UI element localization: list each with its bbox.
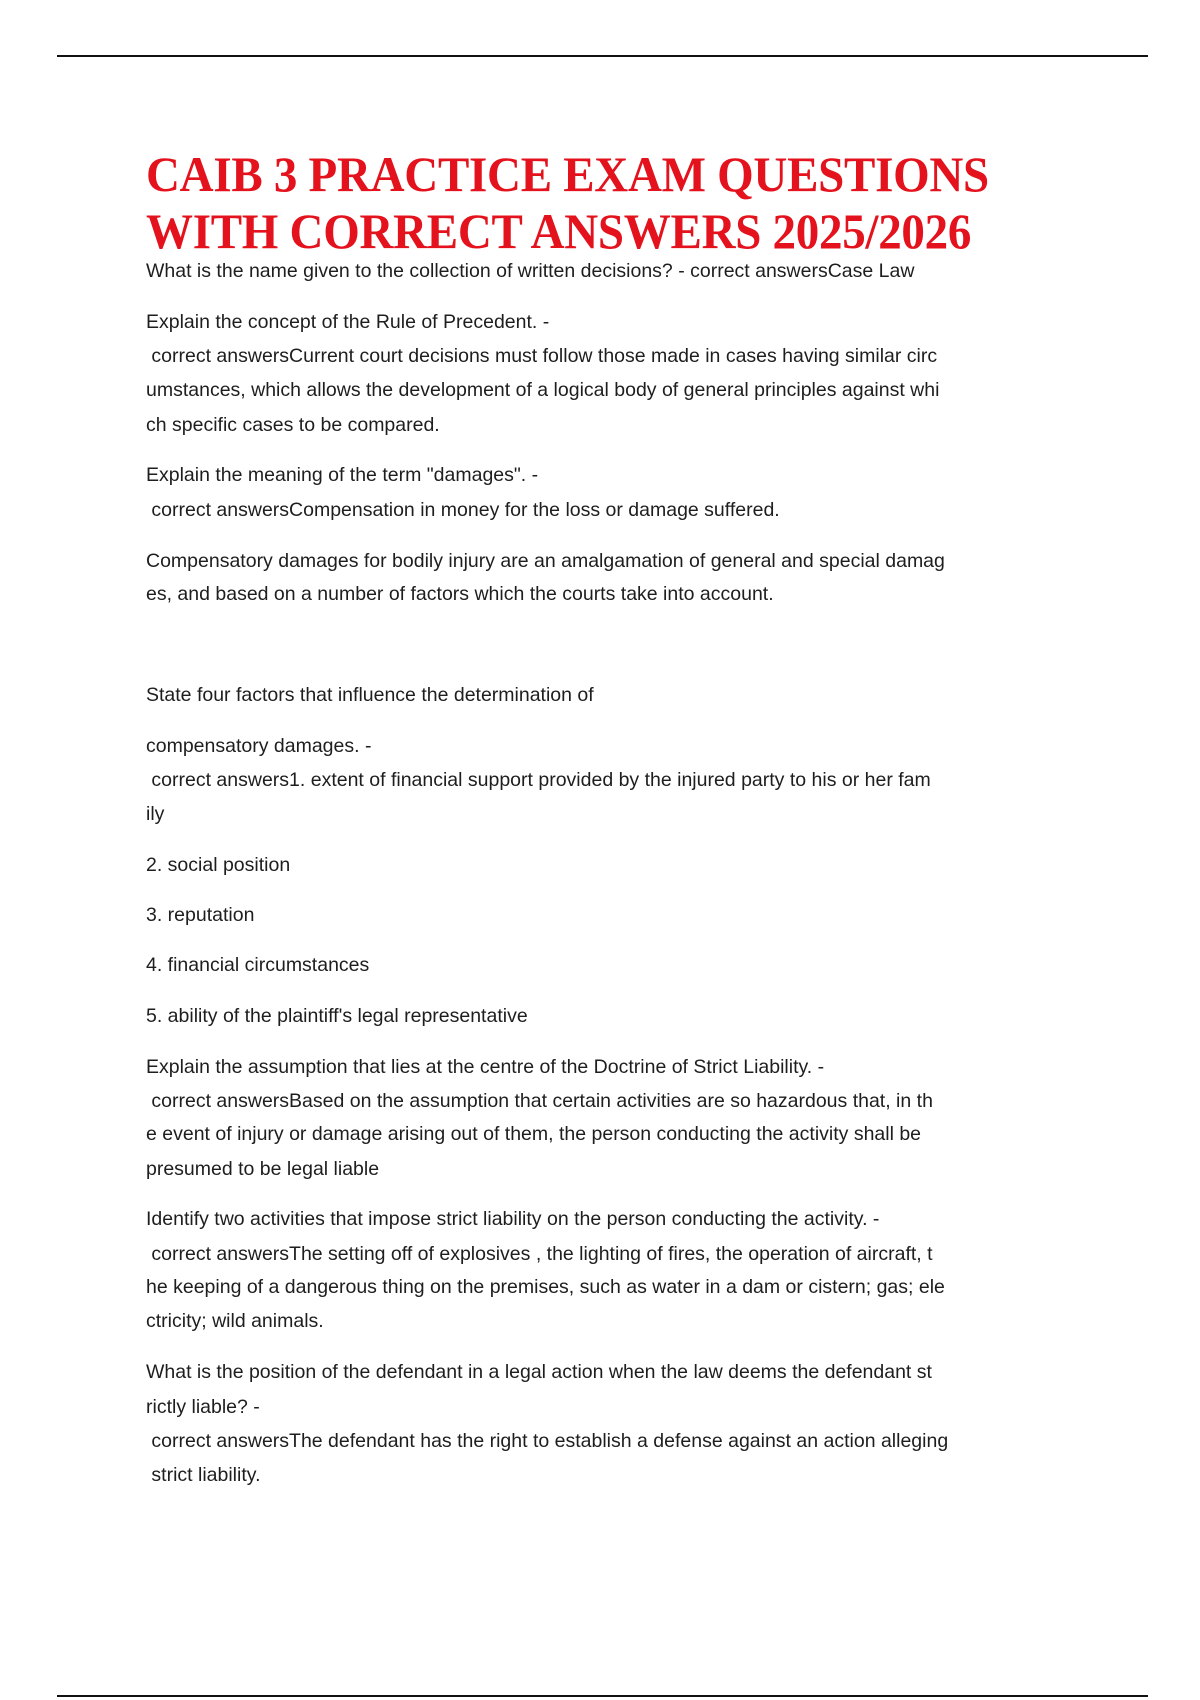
text-line: Explain the assumption that lies at the centre of the Doctrine of Strict Liability. - bbox=[146, 1056, 825, 1078]
top-rule bbox=[57, 55, 1148, 57]
document-title-line-2: WITH CORRECT ANSWERS 2025/2026 bbox=[146, 203, 972, 259]
text-line: Identify two activities that impose strict liability on the person conducting the activity. - bbox=[146, 1208, 880, 1230]
text-line: e event of injury or damage arising out of them, the person conducting the activity shall be bbox=[146, 1123, 922, 1145]
text-line: Explain the meaning of the term "damages". - bbox=[146, 464, 539, 486]
text-line: What is the position of the defendant in a legal action when the law deems the defendant st bbox=[146, 1361, 932, 1383]
text-line: 3. reputation bbox=[146, 904, 255, 926]
text-line: ctricity; wild animals. bbox=[146, 1310, 324, 1332]
text-line: compensatory damages. - bbox=[146, 735, 372, 757]
text-line: ily bbox=[146, 803, 165, 825]
text-line: es, and based on a number of factors which the courts take into account. bbox=[146, 583, 774, 605]
text-line: rictly liable? - bbox=[146, 1396, 260, 1418]
document-title-line-1: CAIB 3 PRACTICE EXAM QUESTIONS bbox=[146, 146, 989, 202]
text-line: he keeping of a dangerous thing on the premises, such as water in a dam or cistern; gas; ele bbox=[146, 1276, 945, 1298]
text-line: correct answersThe setting off of explosives , the lighting of fires, the operation of aircraft, t bbox=[146, 1243, 933, 1265]
text-line: strict liability. bbox=[146, 1464, 261, 1486]
text-line: State four factors that influence the determination of bbox=[146, 684, 594, 706]
text-line: 5. ability of the plaintiff's legal representative bbox=[146, 1005, 528, 1027]
text-line: 4. financial circumstances bbox=[146, 954, 370, 976]
text-line: Explain the concept of the Rule of Precedent. - bbox=[146, 311, 550, 333]
bottom-rule bbox=[57, 1695, 1148, 1697]
text-line: Compensatory damages for bodily injury are an amalgamation of general and special damag bbox=[146, 550, 945, 572]
text-line: ch specific cases to be compared. bbox=[146, 414, 440, 436]
text-line: presumed to be legal liable bbox=[146, 1158, 380, 1180]
text-line: umstances, which allows the development of a logical body of general principles against whi bbox=[146, 379, 940, 401]
text-line: correct answersBased on the assumption that certain activities are so hazardous that, in th bbox=[146, 1090, 933, 1112]
text-line: correct answersCurrent court decisions must follow those made in cases having similar circ bbox=[146, 345, 938, 367]
text-line: correct answers1. extent of financial support provided by the injured party to his or her fam bbox=[146, 769, 931, 791]
text-line: correct answersCompensation in money for the loss or damage suffered. bbox=[146, 499, 780, 521]
text-line: correct answersThe defendant has the right to establish a defense against an action alleging bbox=[146, 1430, 949, 1452]
text-line: 2. social position bbox=[146, 854, 291, 876]
text-line: What is the name given to the collection of written decisions? - correct answersCase Law bbox=[146, 260, 915, 282]
